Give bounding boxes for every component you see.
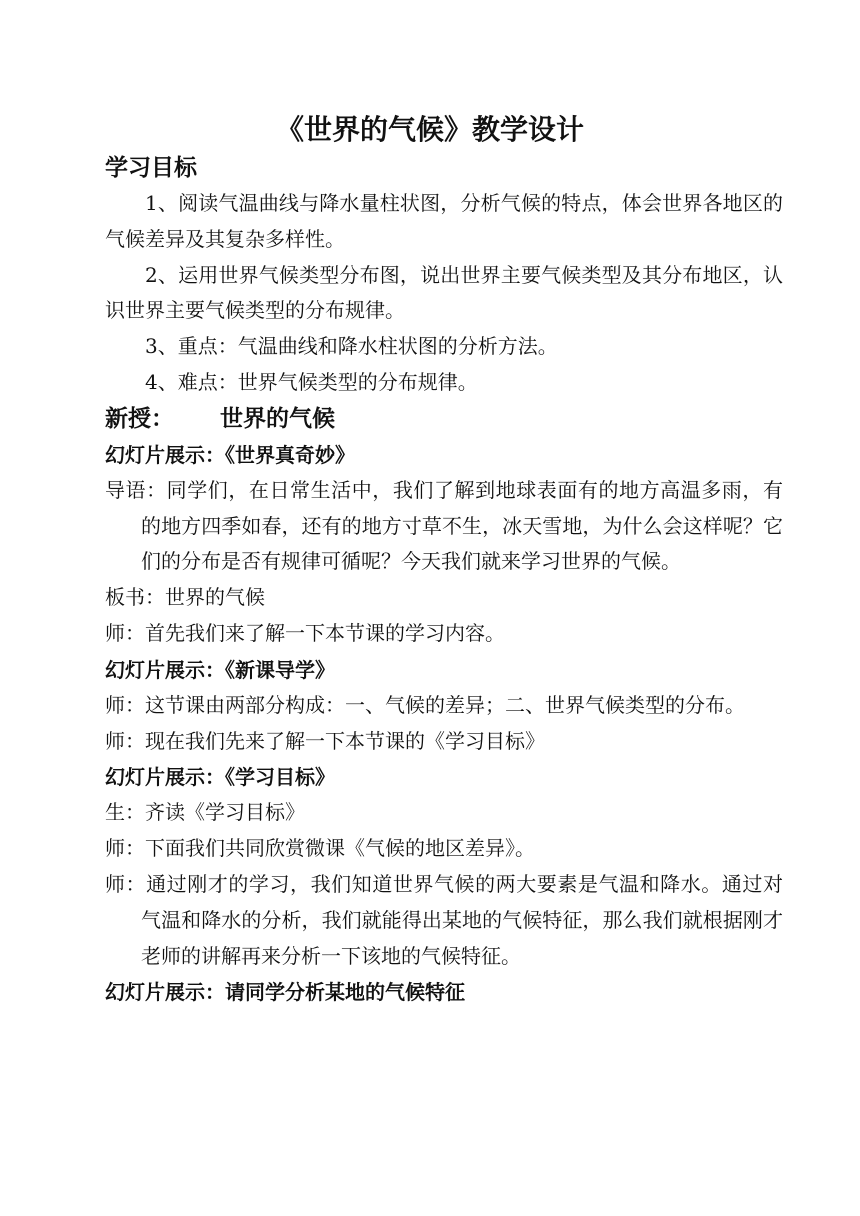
objective-item: 1、阅读气温曲线与降水量柱状图，分析气候的特点，体会世界各地区的气候差异及其复杂多样性。 (105, 191, 783, 251)
objectives-heading: 学习目标 (105, 155, 197, 181)
dialogue-line: 师：首先我们来了解一下本节课的学习内容。 (105, 620, 505, 645)
objective-item: 3、重点：气温曲线和降水柱状图的分析方法。 (145, 334, 558, 359)
document-body (105, 150, 783, 1010)
dialogue-line: 生：齐读《学习目标》 (105, 800, 305, 825)
dialogue-line: 师：下面我们共同欣赏微课《气候的地区差异》。 (105, 836, 535, 861)
new-lesson-topic: 世界的气候 (220, 405, 335, 432)
document-title: 《世界的气候》教学设计 (275, 113, 584, 146)
dialogue-line: 导语：同学们，在日常生活中，我们了解到地球表面有的地方高温多雨，有的地方四季如春，还有的地方寸草不生，冰天雪地，为什么会这样呢？它们的分布是否有规律可循呢？今天我们就来学习世界的气候。 (105, 477, 783, 574)
slide-heading: 幻灯片展示：《学习目标》 (105, 765, 335, 790)
new-lesson-heading (105, 401, 783, 437)
dialogue-line: 师：这节课由两部分构成：一、气候的差异；二、世界气候类型的分布。 (105, 692, 745, 717)
dialogue-line: 板书：世界的气候 (105, 585, 265, 610)
dialogue-line: 师：现在我们先来了解一下本节课的《学习目标》 (105, 728, 545, 753)
slide-heading: 幻灯片展示：请同学分析某地的气候特征 (105, 980, 465, 1005)
new-lesson-label: 新授： (105, 405, 174, 432)
slide-heading: 幻灯片展示：《世界真奇妙》 (105, 442, 355, 467)
objective-item: 2、运用世界气候类型分布图，说出世界主要气候类型及其分布地区，认识世界主要气候类型的分布规律。 (105, 262, 783, 323)
dialogue-line: 师：通过刚才的学习，我们知道世界气候的两大要素是气温和降水。通过对气温和降水的分析，我们就能得出某地的气候特征，那么我们就根据刚才老师的讲解再来分析一下该地的气候特征。 (105, 871, 783, 968)
objective-item: 4、难点：世界气候类型的分布规律。 (145, 369, 478, 394)
slide-heading: 幻灯片展示：《新课导学》 (105, 657, 335, 682)
